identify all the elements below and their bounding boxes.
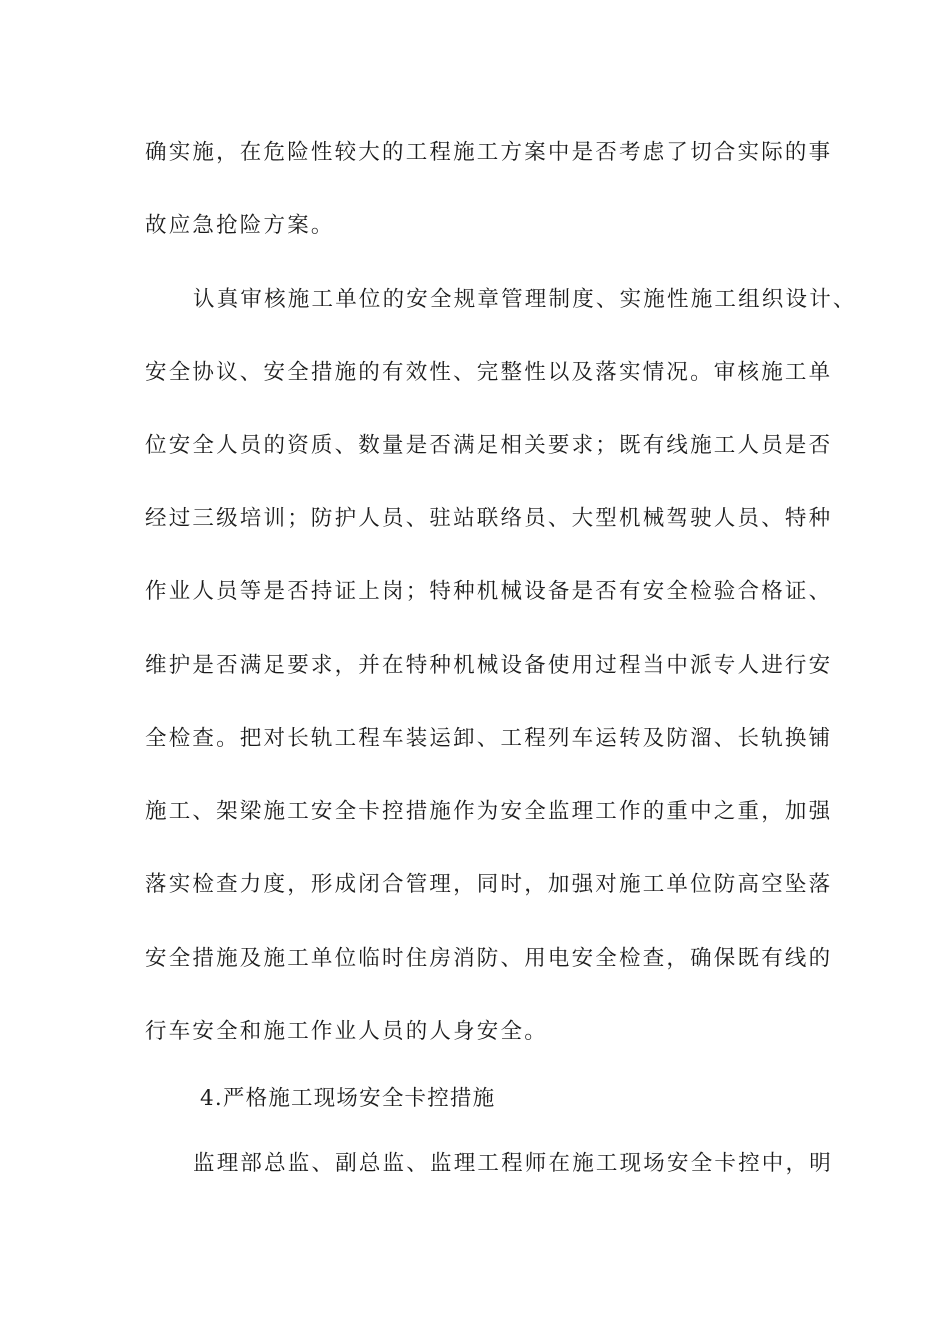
paragraph-line: 安全协议、安全措施的有效性、完整性以及落实情况。审核施工单	[145, 360, 833, 385]
paragraph-line: 认真审核施工单位的安全规章管理制度、实施性施工组织设计、	[193, 287, 857, 312]
paragraph-line: 经过三级培训；防护人员、驻站联络员、大型机械驾驶人员、特种	[145, 506, 833, 531]
paragraph-line: 监理部总监、副总监、监理工程师在施工现场安全卡控中，明	[193, 1151, 833, 1176]
paragraph-line: 确实施，在危险性较大的工程施工方案中是否考虑了切合实际的事	[145, 140, 833, 165]
paragraph-line: 故应急抢险方案。	[145, 213, 335, 238]
section-heading: 4.严格施工现场安全卡控措施	[200, 1086, 496, 1111]
paragraph-line: 施工、架梁施工安全卡控措施作为安全监理工作的重中之重，加强	[145, 799, 833, 824]
paragraph-line: 安全措施及施工单位临时住房消防、用电安全检查，确保既有线的	[145, 946, 833, 971]
paragraph-line: 全检查。把对长轨工程车装运卸、工程列车运转及防溜、长轨换铺	[145, 726, 833, 751]
paragraph-line: 维护是否满足要求，并在特种机械设备使用过程当中派专人进行安	[145, 653, 833, 678]
paragraph-line: 位安全人员的资质、数量是否满足相关要求；既有线施工人员是否	[145, 433, 833, 458]
paragraph-line: 行车安全和施工作业人员的人身安全。	[145, 1019, 548, 1044]
paragraph-line: 落实检查力度，形成闭合管理，同时，加强对施工单位防高空坠落	[145, 872, 833, 897]
paragraph-line: 作业人员等是否持证上岗；特种机械设备是否有安全检验合格证、	[145, 579, 833, 604]
